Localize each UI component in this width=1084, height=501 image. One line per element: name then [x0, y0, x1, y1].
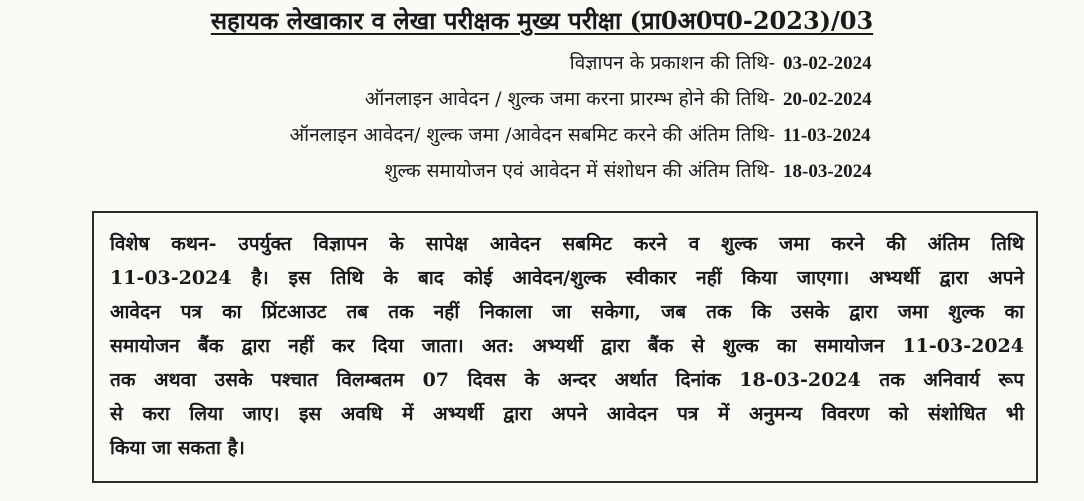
date-label: ऑनलाइन आवेदन/ शुल्क जमा /आवेदन सबमिट करने की अंतिम तिथि- [289, 124, 775, 146]
date-row-submission-deadline [100, 117, 908, 153]
notice-line: किया जा सकता है। [110, 437, 245, 459]
date-value: 18-03-2024 [783, 161, 872, 182]
date-row-publication [100, 45, 908, 81]
date-value: 03-02-2024 [783, 53, 872, 74]
document-title-text: सहायक लेखाकार व लेखा परीक्षक मुख्य परीक्षा (प्रा0अ0प0-2023)/03 [210, 6, 874, 35]
document-title [0, 4, 1084, 38]
notice-line: से करा लिया जाए। इस अवधि में अभ्यर्थी द्वारा अपने आवेदन पत्र में अनुमन्य विवरण को संशोधित भी [110, 403, 1024, 425]
date-value: 20-02-2024 [783, 89, 872, 110]
notice-line: तक अथवा उसके पश्चात विलम्बतम 07 दिवस के अन्दर अर्थात दिनांक 18-03-2024 तक अनिवार्य रूप [110, 369, 1024, 391]
notice-line: विशेष कथन- उपर्युक्त विज्ञापन के सापेक्ष आवेदन सबमिट करने व शुल्क जमा करने की अंतिम तिथि [110, 233, 1024, 255]
notice-line: समायोजन बैंक द्वारा नहीं कर दिया जाता। अत: अभ्यर्थी द्वारा बैंक से शुल्क का समायोजन 11-03-2024 [110, 335, 1024, 357]
date-value: 11-03-2024 [783, 125, 871, 146]
date-label: शुल्क समायोजन एवं आवेदन में संशोधन की अंतिम तिथि- [384, 160, 775, 182]
special-notice-text [110, 227, 1024, 465]
date-row-correction-deadline [100, 153, 908, 189]
date-row-application-start [100, 81, 908, 117]
special-notice-box [92, 211, 1038, 483]
date-label: ऑनलाइन आवेदन / शुल्क जमा करना प्रारम्भ होने की तिथि- [364, 88, 775, 110]
important-dates-list [100, 45, 908, 189]
notice-line: आवेदन पत्र का प्रिंटआउट तब तक नहीं निकाला जा सकेगा, जब तक कि उसके द्वारा जमा शुल्क का [110, 301, 1024, 323]
notice-line: 11-03-2024 है। इस तिथि के बाद कोई आवेदन/शुल्क स्वीकार नहीं किया जाएगा। अभ्यर्थी द्वारा अपने [110, 267, 1024, 289]
date-label: विज्ञापन के प्रकाशन की तिथि- [569, 52, 775, 74]
